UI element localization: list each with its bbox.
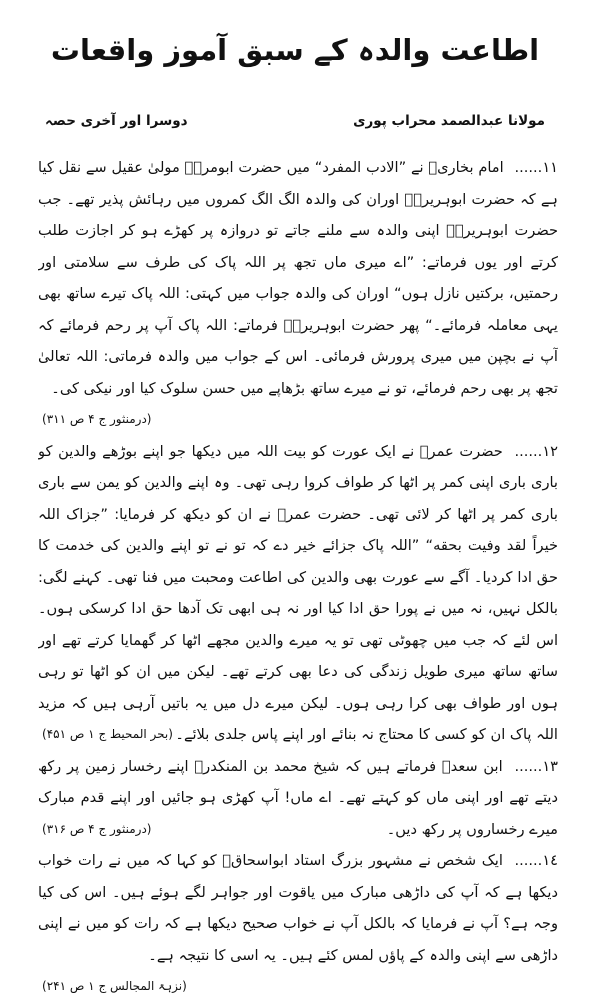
paragraph-12 xyxy=(38,436,558,751)
paragraph-number: ١١...... xyxy=(514,159,558,176)
paragraph-text: امام بخاریؒ نے ”الادب المفرد“ میں حضرت ابومرۃؒ مولیٰ عقیل سے نقل کیا ہے کہ حضرت ابوہریرہؓ اوران کی والدہ الگ الگ کمروں میں رہائش پذیر تھے۔ جب حضرت ابوہریرہؓ اپنی والدہ سے ملنے جاتے تو دروازہ پر کھڑے ہو کر اجازت طلب کرتے اور یوں فرماتے: ”اے میری ماں تجھ پر اللہ پاک کی طرف سے سلامتی اور رحمتیں، برکتیں نازل ہوں“ اوران کی والدہ جواب میں کہتی: اللہ پاک تیرے ساتھ بھی یہی معاملہ فرمائے۔“ پھر حضرت ابوہریرہؓ فرماتے: اللہ پاک آپ پر رحم فرمائے کہ آپ نے بچپن میں میری پرورش فرمائی۔ اس کے جواب میں والدہ فرماتی: اللہ تعالیٰ تجھ پر بھی رحم فرمائے، تو نے میرے ساتھ بڑھاپے میں حسن سلوک کیا اور نیکی کی۔ xyxy=(38,159,558,397)
paragraph-14 xyxy=(38,845,558,1003)
part-label: دوسرا اور آخری حصہ xyxy=(45,113,188,129)
article-body xyxy=(38,152,558,1003)
reference-citation: (درمنثور ج ۴ ص ۳۱۶) xyxy=(42,821,152,836)
paragraph-text: حضرت عمرؓ نے ایک عورت کو بیت اللہ میں دیکھا جو اپنے بوڑھے والدین کو باری باری اپنی کمر پر اٹھا کر طواف کروا رہی تھی۔ وہ اپنے والدین کو یمن سے باری باری کمر پر اٹھا کر لائی تھی۔ حضرت عمرؓ نے ان کو دیکھ کر فرمایا: ”جزاک اللہ خیراً لقد وفیت بحقه“ ”اللہ پاک جزائے خیر دے کہ تو نے تو اپنے والدین کی خدمت کا حق ادا کردیا۔ آگے سے عورت بھی والدین کی اطاعت ومحبت میں فنا تھی۔ کہنے لگی: بالکل نہیں، نہ میں نے پورا حق ادا کیا اور نہ ہی ابھی تک آدھا حق ادا کرسکی ہوں۔ اس لئے کہ جب میں چھوٹی تھی تو یہ میرے والدین مجھے اٹھا کر گھمایا کرتے تھے اور ساتھ ساتھ میری طویل زندگی کی دعا بھی کرتے تھے۔ لیکن میں ان کو اٹھا تو رہی ہوں اور طواف بھی کرا رہی ہوں۔ لیکن میرے دل میں یہ باتیں آرہی ہیں کہ مزید اللہ پاک ان کو کسی کا محتاج نہ بنائے اور اپنے پاس جلدی بلائے۔ xyxy=(38,442,558,743)
reference-citation: (نزہۃ المجالس ج ۱ ص ۲۴۱) xyxy=(42,979,187,993)
paragraph-number: ١٤...... xyxy=(514,852,558,869)
paragraph-13 xyxy=(38,751,558,846)
article-title: اطاعت والدہ کے سبق آموز واقعات xyxy=(50,33,540,67)
author-name: مولانا عبدالصمد محراب پوری xyxy=(353,113,545,129)
paragraph-11 xyxy=(38,152,558,436)
paragraph-number: ١٣...... xyxy=(514,757,558,775)
byline xyxy=(45,108,545,134)
reference-citation: (بحر المحیط ج ۱ ص ۴۵۱) xyxy=(42,727,173,741)
paragraph-text: ایک شخص نے مشہور بزرگ استاد ابواسحاقؒ کو کہا کہ میں نے رات خواب دیکھا ہے کہ آپ کی داڑھی مبارک میں یاقوت اور جواہر لگے ہوئے ہیں۔ اس کی کیا وجہ ہے؟ آپ نے فرمایا کہ بالکل آپ نے خواب صحیح دیکھا ہے کہ رات کو میں نے اپنی داڑھی سے اپنی والدہ کے پاؤں لمس کئے ہیں۔ یہ اسی کا نتیجہ ہے۔ xyxy=(38,852,558,964)
paragraph-text: ابن سعدؒ فرماتے ہیں کہ شیخ محمد بن المنکدرؒ اپنے رخسار زمین پر رکھ دیتے تھے اور اپنی ماں کو کہتے تھے۔ اے ماں! آپ کھڑی ہو جائیں اور اپنے قدم مبارک میرے رخساروں پر رکھ دیں۔ xyxy=(38,757,558,838)
paragraph-number: ١٢...... xyxy=(514,442,558,460)
reference-citation: (درمنثور ج ۴ ص ۳۱۱) xyxy=(42,412,152,426)
